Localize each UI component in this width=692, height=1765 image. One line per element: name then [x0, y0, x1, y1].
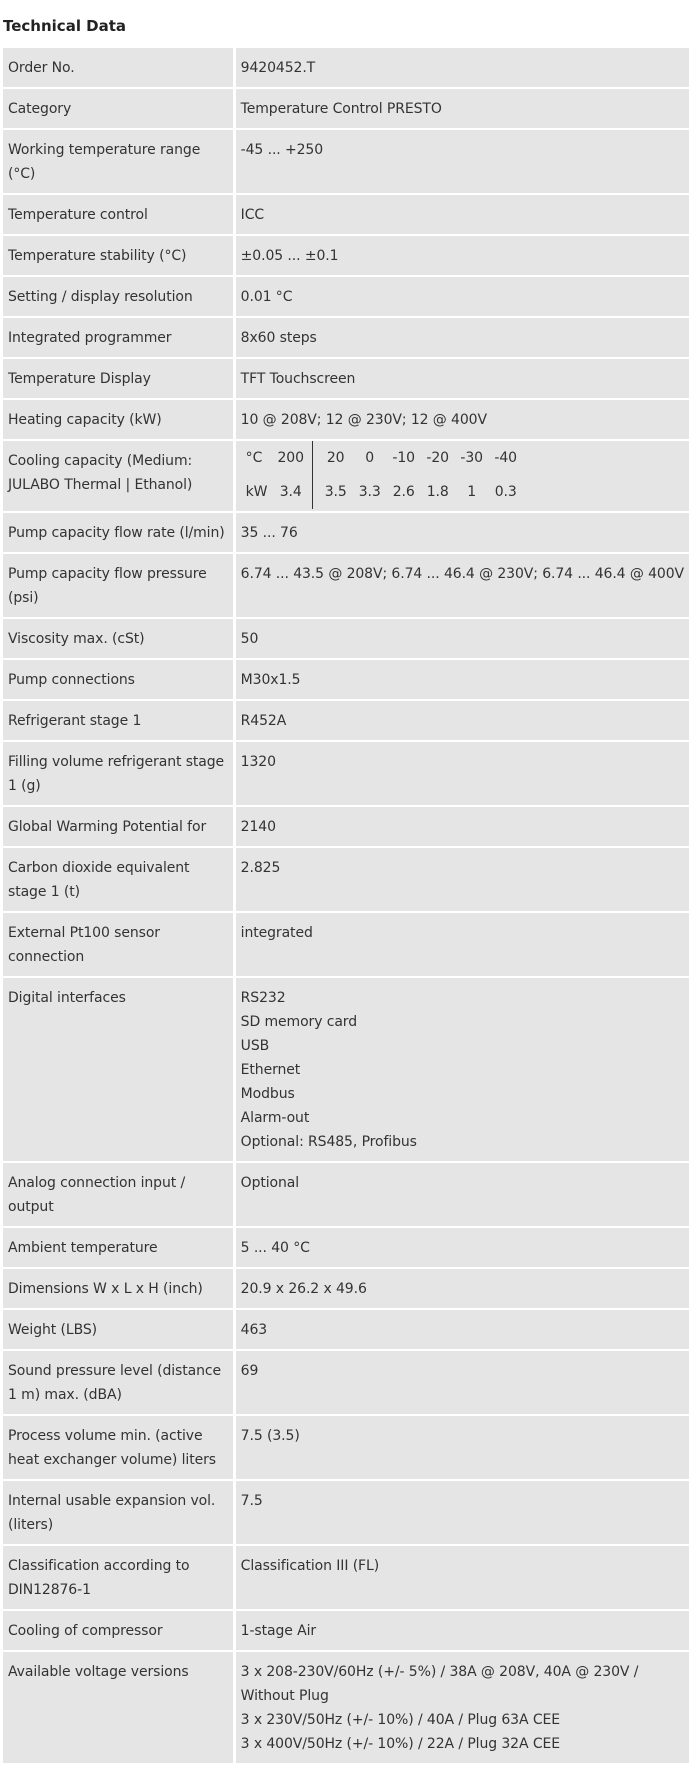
spec-row [3, 742, 689, 807]
spec-label: Pump connections [3, 660, 236, 701]
spec-value: -45 ... +250 [236, 130, 689, 195]
spec-value-line: Modbus [240, 1086, 295, 1102]
cooling-cell: 2.6 [392, 484, 415, 500]
spec-row [3, 554, 689, 619]
spec-label: Process volume min. (active heat exchanger volume) liters [3, 1416, 236, 1481]
spec-label: Analog connection input / output [3, 1163, 236, 1228]
spec-value: Optional [236, 1163, 689, 1228]
spec-label: Weight (LBS) [3, 1310, 236, 1351]
spec-row [3, 1416, 689, 1481]
spec-value: ±0.05 ... ±0.1 [236, 236, 689, 277]
technical-data-body [3, 48, 689, 1765]
spec-label: Available voltage versions [3, 1652, 236, 1765]
spec-row [3, 1310, 689, 1351]
spec-value: Temperature Control PRESTO [236, 89, 689, 130]
spec-label: Order No. [3, 48, 236, 89]
spec-value-line: Ethernet [240, 1062, 301, 1078]
spec-label: Internal usable expansion vol. (liters) [3, 1481, 236, 1546]
spec-label: Classification according to DIN12876-1 [3, 1546, 236, 1611]
spec-row [3, 701, 689, 742]
spec-value: 20.9 x 26.2 x 49.6 [236, 1269, 689, 1310]
spec-value: 10 @ 208V; 12 @ 230V; 12 @ 400V [236, 400, 689, 441]
spec-value: 8x60 steps [236, 318, 689, 359]
cooling-cell: 20 [326, 450, 345, 466]
spec-value [236, 1652, 689, 1765]
spec-label: Cooling capacity (Medium: JULABO Thermal | Ethanol) [3, 441, 236, 513]
spec-value: 1320 [236, 742, 689, 807]
cooling-cell: -40 [494, 450, 517, 466]
spec-value: 69 [236, 1351, 689, 1416]
spec-label: Temperature control [3, 195, 236, 236]
spec-label: Cooling of compressor [3, 1611, 236, 1652]
spec-value: M30x1.5 [236, 660, 689, 701]
spec-row [3, 89, 689, 130]
spec-value: 50 [236, 619, 689, 660]
spec-value-line: RS232 [240, 990, 286, 1006]
spec-value: 7.5 [236, 1481, 689, 1546]
spec-label: Viscosity max. (cSt) [3, 619, 236, 660]
spec-value: 35 ... 76 [236, 513, 689, 554]
spec-value [236, 978, 689, 1163]
cooling-cell: 200 [274, 441, 313, 475]
spec-value: 6.74 ... 43.5 @ 208V; 6.74 ... 46.4 @ 230V; 6.74 ... 46.4 @ 400V [236, 554, 689, 619]
spec-label: Pump capacity flow rate (l/min) [3, 513, 236, 554]
spec-label: Category [3, 89, 236, 130]
spec-label: Carbon dioxide equivalent stage 1 (t) [3, 848, 236, 913]
spec-row [3, 848, 689, 913]
cooling-cell: 1.8 [426, 484, 449, 500]
spec-row [3, 513, 689, 554]
spec-row [3, 1269, 689, 1310]
spec-value [236, 441, 689, 513]
technical-data-table [3, 48, 689, 1765]
spec-label: Temperature Display [3, 359, 236, 400]
spec-label: Ambient temperature [3, 1228, 236, 1269]
spec-value-line: Optional: RS485, Profibus [240, 1134, 417, 1150]
cooling-unit: kW [245, 484, 268, 500]
spec-row [3, 913, 689, 978]
spec-label: Dimensions W x L x H (inch) [3, 1269, 236, 1310]
spec-value: Classification III (FL) [236, 1546, 689, 1611]
section-heading: Technical Data [3, 17, 127, 35]
spec-row [3, 619, 689, 660]
spec-value-line: USB [240, 1038, 270, 1054]
cooling-cell: -10 [392, 450, 415, 466]
spec-label: Setting / display resolution [3, 277, 236, 318]
spec-row [3, 277, 689, 318]
cooling-unit: °C [245, 450, 263, 466]
spec-value: 0.01 °C [236, 277, 689, 318]
spec-label: Global Warming Potential for [3, 807, 236, 848]
spec-value-line: 3 x 230V/50Hz (+/- 10%) / 40A / Plug 63A CEE [240, 1712, 560, 1728]
cooling-cell: -30 [460, 450, 483, 466]
spec-label: Integrated programmer [3, 318, 236, 359]
spec-row [3, 195, 689, 236]
spec-label: Refrigerant stage 1 [3, 701, 236, 742]
spec-value: 2.825 [236, 848, 689, 913]
spec-row [3, 318, 689, 359]
spec-value-line: Alarm-out [240, 1110, 310, 1126]
spec-row [3, 1228, 689, 1269]
spec-row [3, 1546, 689, 1611]
cooling-power-row [244, 475, 523, 509]
spec-value: TFT Touchscreen [236, 359, 689, 400]
cooling-cell: 3.4 [274, 475, 313, 509]
spec-value: integrated [236, 913, 689, 978]
spec-label: Temperature stability (°C) [3, 236, 236, 277]
spec-label: Filling volume refrigerant stage 1 (g) [3, 742, 236, 807]
voltage-versions-row [3, 1652, 689, 1765]
spec-row [3, 660, 689, 701]
spec-label: Pump capacity flow pressure (psi) [3, 554, 236, 619]
spec-row [3, 1481, 689, 1546]
spec-label: Heating capacity (kW) [3, 400, 236, 441]
spec-row [3, 1611, 689, 1652]
digital-interfaces-row [3, 978, 689, 1163]
spec-value: 463 [236, 1310, 689, 1351]
cooling-cell: 0.3 [494, 484, 517, 500]
spec-value: 2140 [236, 807, 689, 848]
spec-value: 5 ... 40 °C [236, 1228, 689, 1269]
spec-label: Working temperature range (°C) [3, 130, 236, 195]
cooling-cell: -20 [426, 450, 449, 466]
spec-row [3, 236, 689, 277]
spec-row [3, 359, 689, 400]
spec-row [3, 400, 689, 441]
cooling-cell: 1 [467, 484, 477, 500]
spec-value-line: 3 x 208-230V/60Hz (+/- 5%) / 38A @ 208V, 40A @ 230V / Without Plug [240, 1664, 639, 1704]
spec-row [3, 1163, 689, 1228]
spec-row [3, 48, 689, 89]
spec-value: 1-stage Air [236, 1611, 689, 1652]
cooling-capacity-table [244, 441, 523, 509]
spec-row [3, 130, 689, 195]
spec-value: R452A [236, 701, 689, 742]
cooling-temp-row [244, 441, 523, 475]
cooling-cell: 3.3 [358, 484, 381, 500]
spec-value: 7.5 (3.5) [236, 1416, 689, 1481]
spec-row [3, 807, 689, 848]
spec-value-line: SD memory card [240, 1014, 358, 1030]
spec-row [3, 1351, 689, 1416]
spec-value: ICC [236, 195, 689, 236]
cooling-capacity-row [3, 441, 689, 513]
cooling-cell: 0 [365, 450, 375, 466]
spec-value: 9420452.T [236, 48, 689, 89]
spec-value-line: 3 x 400V/50Hz (+/- 10%) / 22A / Plug 32A CEE [240, 1736, 560, 1752]
cooling-cell: 3.5 [324, 484, 347, 500]
spec-label: External Pt100 sensor connection [3, 913, 236, 978]
spec-label: Digital interfaces [3, 978, 236, 1163]
spec-label: Sound pressure level (distance 1 m) max. (dBA) [3, 1351, 236, 1416]
